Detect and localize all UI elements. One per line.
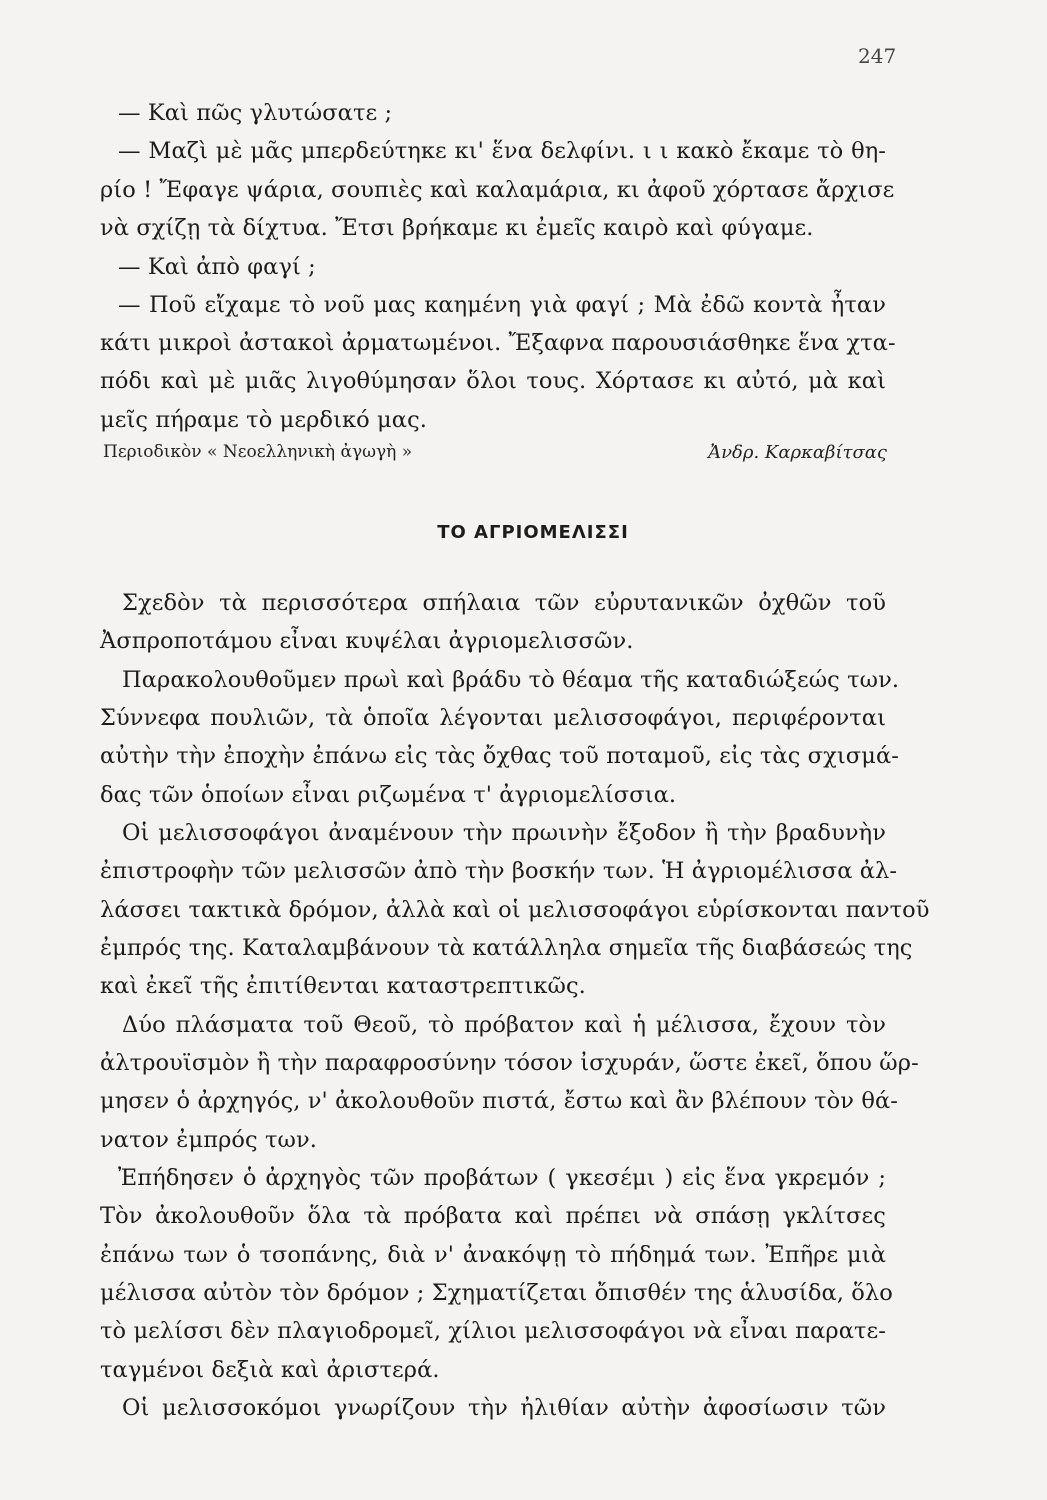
dialogue-line: κάτι μικροὶ ἀστακοὶ ἀρματωμένοι. Ἔξαφνα παρουσιάσθηκε ἕνα χτα- [100,330,896,356]
dialogue-line: — Ποῦ εἴχαμε τὸ νοῦ μας καημένη γιὰ φαγί ; Μὰ ἐδῶ κοντὰ ἦταν [118,292,886,318]
article-line: λάσσει τακτικὰ δρόμον, ἀλλὰ καὶ οἱ μελισσοφάγοι εὑρίσκονται παντοῦ [100,897,930,923]
dialogue-line: ρίο ! Ἔφαγε ψάρια, σουπιὲς καὶ καλαμάρια, κι ἀφοῦ χόρτασε ἄρχισε [100,177,895,203]
article-line: Σχεδὸν τὰ περισσότερα σπήλαια τῶν εὐρυτανικῶν ὀχθῶν τοῦ [122,590,886,616]
dialogue-line: — Καὶ ἀπὸ φαγί ; [118,254,316,280]
article-line: Οἱ μελισσοκόμοι γνωρίζουν τὴν ἠλιθίαν αὐτὴν ἀφοσίωσιν τῶν [122,1395,886,1421]
article-line: Οἱ μελισσοφάγοι ἀναμένουν τὴν πρωινὴν ἔξοδον ἢ τὴν βραδυνὴν [122,820,886,846]
dialogue-line: — Μαζὶ μὲ μᾶς μπερδεύτηκε κι' ἕνα δελφίνι. ι ι κακὸ ἔκαμε τὸ θη- [118,138,886,164]
article-line: τὸ μελίσσι δὲν πλαγιοδρομεῖ, χίλιοι μελισσοφάγοι νὰ εἶναι παρατε- [100,1318,886,1344]
article-line: Τὸν ἀκολουθοῦν ὅλα τὰ πρόβατα καὶ πρέπει νὰ σπάσῃ γκλίτσες [100,1203,886,1229]
section-title: ΤΟ ΑΓΡΙΟΜΕΛΙΣΣΙ [437,522,629,543]
article-line: μησεν ὁ ἀρχηγός, ν' ἀκολουθοῦν πιστά, ἔστω καὶ ἂν βλέπουν τὸν θά- [100,1088,898,1114]
article-line: μέλισσα αὐτὸν τὸν δρόμον ; Σχηματίζεται ὄπισθέν της ἁλυσίδα, ὅλο [100,1280,893,1306]
source-periodical: Περιοδικὸν « Νεοελληνικὴ ἀγωγὴ » [103,442,413,462]
article-line: ἐπάνω των ὁ τσοπάνης, διὰ ν' ἀνακόψῃ τὸ πήδημά των. Ἐπῆρε μιὰ [100,1242,886,1268]
article-line: ταγμένοι δεξιὰ καὶ ἀριστερά. [100,1357,440,1383]
dialogue-line: πόδι καὶ μὲ μιᾶς λιγοθύμησαν ὅλοι τους. Χόρτασε κι αὐτό, μὰ καὶ [100,368,886,394]
article-line: ἐμπρός της. Καταλαμβάνουν τὰ κατάλληλα σημεῖα τῆς διαβάσεώς της [100,935,913,961]
article-line: αὐτὴν τὴν ἐποχὴν ἐπάνω εἰς τὰς ὄχθας τοῦ ποταμοῦ, εἰς τὰς σχισμά- [100,743,899,769]
article-line: Δύο πλάσματα τοῦ Θεοῦ, τὸ πρόβατον καὶ ἡ μέλισσα, ἔχουν τὸν [122,1012,886,1038]
article-line: Ἀσπροποτάμου εἶναι κυψέλαι ἀγριομελισσῶν. [100,628,634,654]
dialogue-line: — Καὶ πῶς γλυτώσατε ; [118,100,393,126]
article-line: Ἐπήδησεν ὁ ἀρχηγὸς τῶν προβάτων ( γκεσέμι ) εἰς ἕνα γκρεμόν ; [118,1165,886,1191]
article-line: Σύννεφα πουλιῶν, τὰ ὁποῖα λέγονται μελισσοφάγοι, περιφέρονται [100,705,886,731]
article-line: καὶ ἐκεῖ τῆς ἐπιτίθενται καταστρεπτικῶς. [100,973,586,999]
article-line: νατον ἐμπρός των. [100,1127,318,1153]
article-line: ἐπιστροφὴν τῶν μελισσῶν ἀπὸ τὴν βοσκήν των. Ἡ ἀγριομέλισσα ἀλ- [100,858,898,884]
dialogue-line: νὰ σχίζῃ τὰ δίχτυα. Ἔτσι βρήκαμε κι ἐμεῖς καιρὸ καὶ φύγαμε. [100,215,814,241]
article-line: ἀλτρουϊσμὸν ἢ τὴν παραφροσύνην τόσον ἰσχυράν, ὥστε ἐκεῖ, ὅπου ὥρ- [100,1050,919,1076]
source-author: Ἀνδρ. Καρκαβίτσας [708,442,887,463]
dialogue-line: μεῖς πήραμε τὸ μερδικό μας. [100,407,428,433]
article-line: δας τῶν ὁποίων εἶναι ριζωμένα τ' ἀγριομελίσσια. [100,782,677,808]
article-line: Παρακολουθοῦμεν πρωὶ καὶ βράδυ τὸ θέαμα τῆς καταδιώξεώς των. [122,667,900,693]
page-number: 247 [858,44,897,68]
